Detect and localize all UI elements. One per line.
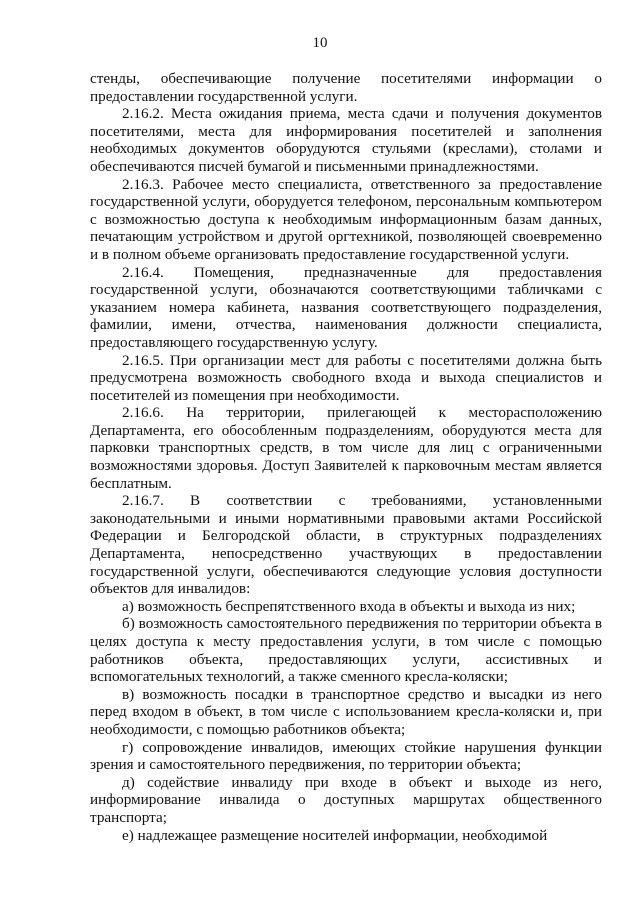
list-item-g: г) сопровождение инвалидов, имеющих стойкие нарушения функции зрения и самостоятельного передвижения, по территории объекта; [90,738,602,774]
list-item-d: д) содействие инвалиду при входе в объект и выходе из него, информирование инвалида о доступных маршрутах общественного транспорта; [90,773,602,826]
paragraph-2-16-5: 2.16.5. При организации мест для работы с посетителями должна быть предусмотрена возможность свободного входа и выхода специалистов и посетителей из помещения при необходимости. [90,351,602,404]
page-number: 10 [312,35,328,51]
document-body [90,70,602,844]
paragraph-2-16-2: 2.16.2. Места ожидания приема, места сдачи и получения документов посетителями, места для информирования посетителей и заполнения необходимых документов оборудуются стульями (креслами), столами и обеспечиваются писчей бумагой и письменными принадлежностями. [90,105,602,175]
paragraph-continuation: стенды, обеспечивающие получение посетителями информации о предоставлении государственной услуги. [90,70,602,105]
list-item-a: а) возможность беспрепятственного входа в объекты и выхода из них; [122,597,576,615]
paragraph-2-16-6: 2.16.6. На территории, прилегающей к месторасположению Департамента, его обособленным подразделениям, оборудуются места для парковки транспортных средств, в том числе для лиц с ограниченными возможностями здоровья. Доступ Заявителей к парковочным местам является бесплатным. [90,404,602,492]
list-item-e: е) надлежащее размещение носителей информации, необходимой [122,826,548,844]
paragraph-2-16-7: 2.16.7. В соответствии с требованиями, установленными законодательными и иными нормативными правовыми актами Российской Федерации и Белгородской области, в структурных подразделениях Департамента, непосредственно участвующих в предоставлении государственной услуги, обеспечиваются следующие условия доступности объектов для инвалидов: [90,492,602,598]
paragraph-2-16-4: 2.16.4. Помещения, предназначенные для предоставления государственной услуги, обозначаются соответствующими табличками с указанием номера кабинета, названия соответствующего подразделения, фамилии, имени, отчества, наименования должности специалиста, предоставляющего государственную услугу. [90,263,602,351]
list-item-v: в) возможность посадки в транспортное средство и высадки из него перед входом в объект, в том числе с использованием кресла-коляски и, при необходимости, с помощью работников объекта; [90,685,602,738]
list-item-b: б) возможность самостоятельного передвижения по территории объекта в целях доступа к месту предоставления услуги, в том числе с помощью работников объекта, предоставляющих услуги, ассистивных и вспомогательных технологий, а также сменного кресла-коляски; [90,615,602,686]
paragraph-2-16-3: 2.16.3. Рабочее место специалиста, ответственного за предоставление государственной услуги, оборудуется телефоном, персональным компьютером с возможностью доступа к необходимым информационным базам данных, печатающим устройством и другой оргтехникой, позволяющей своевременно и в полном объеме организовать предоставление государственной услуги. [90,175,602,263]
